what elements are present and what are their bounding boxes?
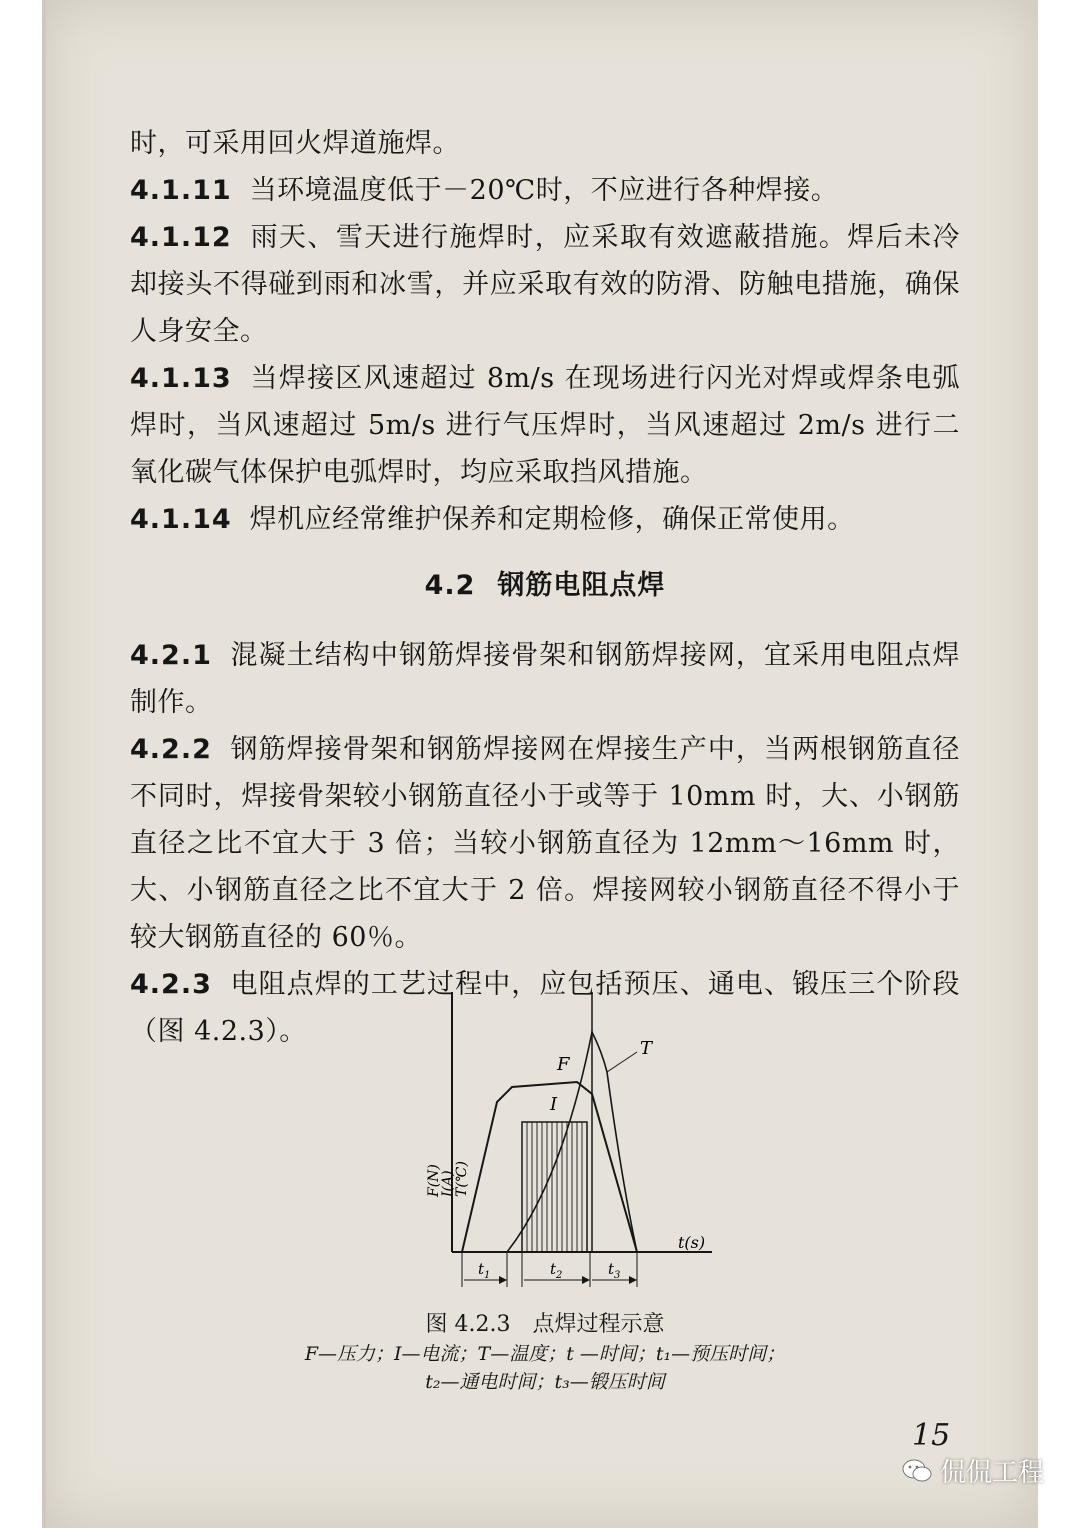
book-page	[42, 0, 1038, 1528]
clause-text: 当焊接区风速超过 8m/s 在现场进行闪光对焊或焊条电弧焊时，当风速超过 5m/s 进行气压焊时，当风速超过 2m/s 进行二氧化碳气体保护电弧焊时，均应采取挡风措施。	[130, 363, 960, 488]
clause-4-1-12	[130, 214, 960, 355]
diagram-svg	[422, 982, 762, 1302]
clause-number: 4.1.13	[130, 363, 232, 394]
body-text	[130, 120, 960, 1055]
clause-4-1-13	[130, 355, 960, 496]
clause-4-2-1	[130, 632, 960, 726]
figure-caption	[130, 1310, 960, 1340]
clause-text: 钢筋焊接骨架和钢筋焊接网在焊接生产中，当两根钢筋直径不同时，焊接骨架较小钢筋直径小于或等于 10mm 时，大、小钢筋直径之比不宜大于 3 倍；当较小钢筋直径为 12mm～16mm 时，大、小钢筋直径之比不宜大于 2 倍。焊接网较小钢筋直径不得小于较大钢筋直径的 60％。	[130, 734, 960, 953]
paragraph-continuation	[130, 120, 960, 167]
figure-title: 点焊过程示意	[532, 1312, 665, 1337]
current-hatching	[527, 1122, 582, 1252]
phase-label-t1: $t_1$	[478, 1260, 491, 1281]
phase-label-t2: $t_2$	[550, 1260, 563, 1281]
clause-4-1-14	[130, 496, 960, 543]
clause-text: 当环境温度低于－20℃时，不应进行各种焊接。	[249, 175, 839, 206]
page-number: 15	[912, 1418, 951, 1453]
clause-number: 4.2.3	[130, 969, 212, 1000]
label-I: I	[550, 1094, 558, 1115]
section-title: 钢筋电阻点焊	[497, 570, 666, 601]
wechat-icon	[902, 1458, 932, 1484]
clause-text: 焊机应经常维护保养和定期检修，确保正常使用。	[249, 504, 855, 535]
y-axis-labels	[426, 1161, 470, 1198]
clause-4-2-2	[130, 726, 960, 961]
watermark	[902, 1452, 1044, 1489]
clause-number: 4.1.12	[130, 222, 232, 253]
section-heading	[130, 563, 960, 602]
clause-number: 4.2.2	[130, 734, 212, 765]
clause-text: 雨天、雪天进行施焊时，应采取有效遮蔽措施。焊后未冷却接头不得碰到雨和冰雪，并应采取有效的防滑、防触电措施，确保人身安全。	[130, 222, 960, 347]
x-axis-label: t(s)	[678, 1233, 706, 1252]
phase-label-t3: $t_3$	[608, 1260, 621, 1281]
clause-number: 4.1.11	[130, 175, 232, 206]
figure-legend-line2: t₂—通电时间；t₃—锻压时间	[425, 1371, 665, 1393]
label-T: T	[640, 1038, 653, 1059]
watermark-text: 侃侃工程	[940, 1458, 1045, 1488]
temperature-leader	[607, 1052, 637, 1072]
y-label-current: I(A)	[440, 1170, 456, 1197]
page-edge	[42, 0, 46, 1528]
section-number: 4.2	[424, 570, 476, 601]
figure-number: 图 4.2.3	[425, 1312, 511, 1337]
label-F: F	[557, 1054, 570, 1075]
y-label-force: F(N)	[426, 1164, 442, 1197]
y-label-temperature: T(℃)	[454, 1161, 470, 1197]
clause-text: 混凝土结构中钢筋焊接骨架和钢筋焊接网，宜采用电阻点焊制作。	[130, 640, 960, 718]
spot-welding-diagram	[422, 982, 762, 1302]
figure-legend-line1: F—压力；I—电流；T—温度；t —时间；t₁—预压时间；	[304, 1343, 786, 1365]
clause-4-1-11	[130, 167, 960, 214]
paragraph-text: 时，可采用回火焊道施焊。	[130, 128, 460, 159]
clause-text: 电阻点焊的工艺过程中，应包括预压、通电、锻压三个阶段（图 4.2.3）。	[130, 969, 960, 1047]
clause-number: 4.1.14	[130, 504, 232, 535]
clause-number: 4.2.1	[130, 640, 212, 671]
